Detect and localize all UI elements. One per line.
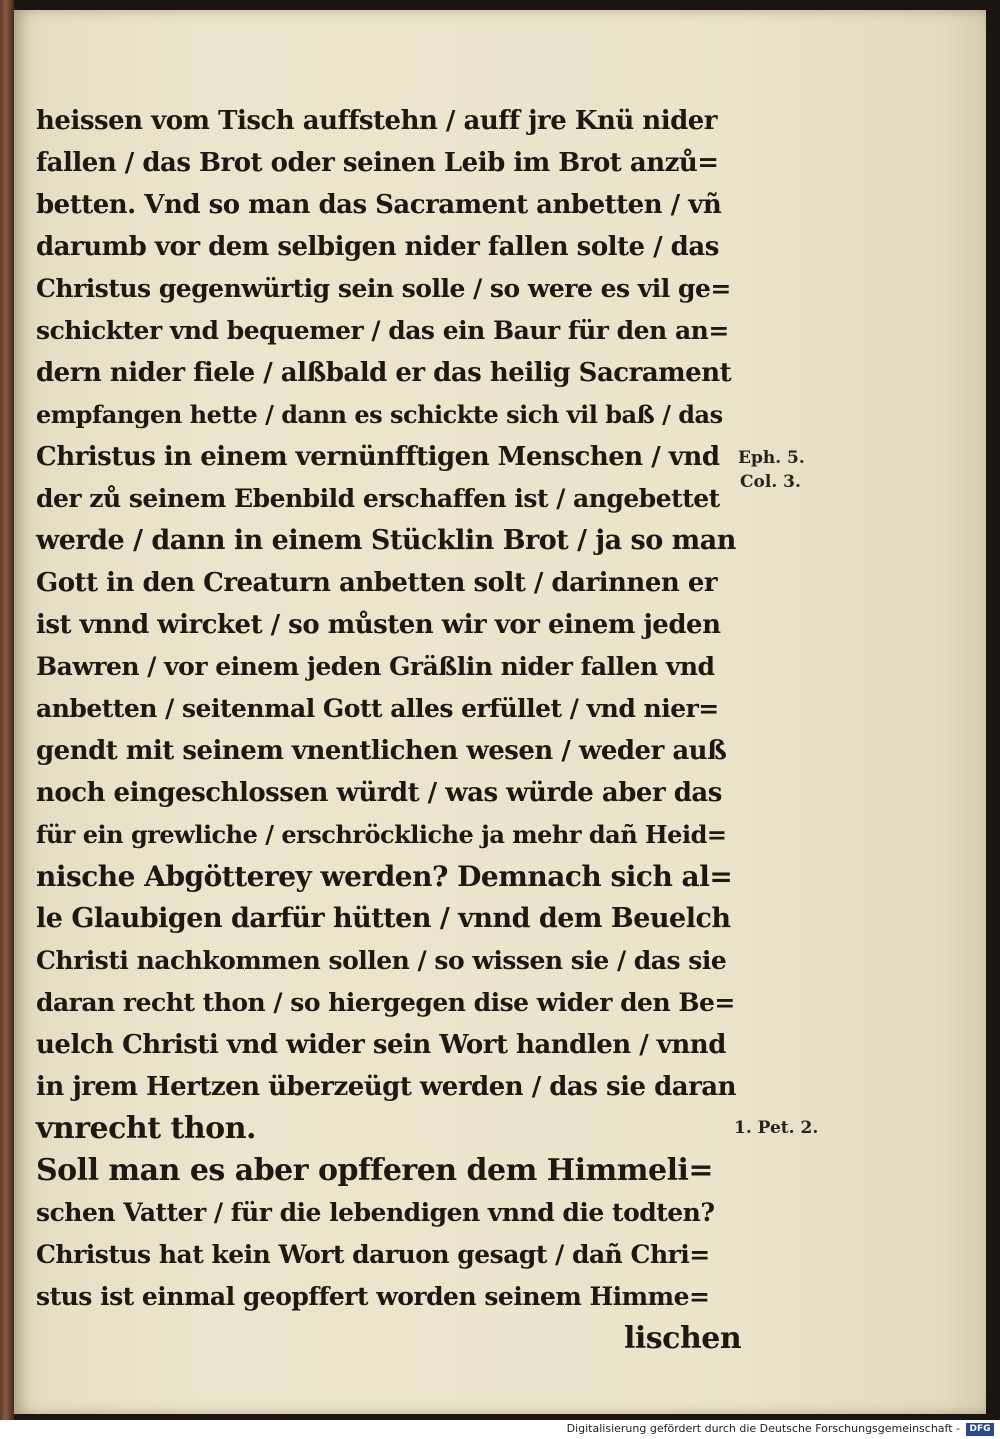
text-line: Christus in einem vernünfftigen Menschen / vnd: [36, 442, 720, 472]
text-line: dern nider fiele / alßbald er das heilig Sacrament: [36, 358, 732, 388]
text-line: anbetten / seitenmal Gott alles erfüllet / vnd nier=: [36, 694, 719, 723]
text-line: Soll man es aber opfferen dem Himmeli=: [36, 1153, 714, 1188]
text-line: lischen: [624, 1321, 742, 1356]
text-line: ist vnnd wircket / so můsten wir vor einem jeden: [36, 610, 721, 640]
text-line: Christus hat kein Wort daruon gesagt / dañ Chri=: [36, 1240, 710, 1269]
text-line: nische Abgötterey werden? Demnach sich al=: [36, 860, 733, 893]
dfg-logo: DFG: [966, 1423, 994, 1436]
footer-credit-text: Digitalisierung gefördert durch die Deutsche Forschungsgemeinschaft -: [566, 1422, 960, 1435]
text-line: der zů seinem Ebenbild erschaffen ist / angebettet: [36, 484, 720, 513]
text-line: uelch Christi vnd wider sein Wort handlen / vnnd: [36, 1030, 726, 1060]
text-line: Christus gegenwürtig sein solle / so were es vil ge=: [36, 274, 731, 303]
text-line: daran recht thon / so hiergegen dise wider den Be=: [36, 988, 735, 1017]
text-line: Christi nachkommen sollen / so wissen sie / das sie: [36, 946, 727, 975]
text-line: noch eingeschlossen würdt / was würde aber das: [36, 778, 722, 808]
text-line: heissen vom Tisch auffstehn / auff jre Knü nider: [36, 106, 717, 136]
text-line: Bawren / vor einem jeden Gräßlin nider fallen vnd: [36, 652, 715, 681]
margin-note-pet: 1. Pet. 2.: [734, 1118, 819, 1138]
text-line: vnrecht thon.: [36, 1111, 256, 1146]
text-line: gendt mit seinem vnentlichen wesen / weder auß: [36, 736, 727, 766]
text-line: Gott in den Creaturn anbetten solt / darinnen er: [36, 568, 718, 598]
book-spine: [0, 0, 14, 1420]
text-line: in jrem Hertzen überzeügt werden / das sie daran: [36, 1072, 737, 1102]
text-line: schickter vnd bequemer / das ein Baur für den an=: [36, 316, 729, 345]
text-line: empfangen hette / dann es schickte sich vil baß / das: [36, 400, 723, 429]
text-line: le Glaubigen darfür hütten / vnnd dem Beuelch: [36, 903, 731, 934]
text-line: betten. Vnd so man das Sacrament anbetten / vñ: [36, 190, 722, 220]
digitization-footer: [0, 1420, 1000, 1439]
text-line: fallen / das Brot oder seinen Leib im Brot anzů=: [36, 148, 719, 178]
text-line: darumb vor dem selbigen nider fallen solte / das: [36, 232, 719, 262]
text-line: werde / dann in einem Stücklin Brot / ja so man: [36, 525, 736, 556]
text-line: schen Vatter / für die lebendigen vnnd die todten?: [36, 1198, 715, 1227]
margin-note-eph: Eph. 5.: [738, 448, 805, 468]
book-page: [14, 10, 986, 1414]
text-line: für ein grewliche / erschröckliche ja mehr dañ Heid=: [36, 820, 727, 849]
text-line: stus ist einmal geopffert worden seinem Himme=: [36, 1282, 710, 1311]
margin-note-col: Col. 3.: [740, 472, 801, 492]
